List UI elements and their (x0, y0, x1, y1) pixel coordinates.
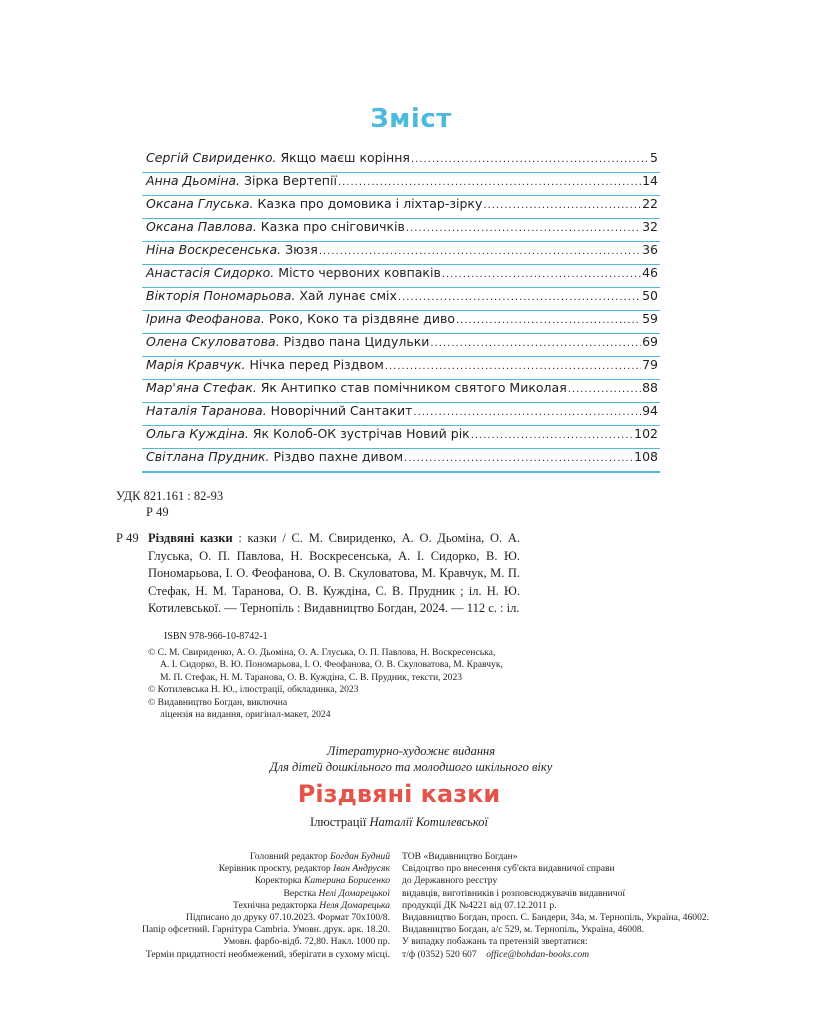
publisher-line: видавців, виготівників і розповсюджувачів видавничої (402, 887, 626, 899)
email-link[interactable]: office@bohdan-books.com (486, 948, 590, 960)
imprint-spec: Папір офсетний. Гарнітура Cambria. Умовн. друк. арк. 18.20. (142, 924, 390, 936)
credit-label: Верстка (283, 887, 317, 899)
credit-label: Коректорка (254, 875, 302, 887)
edition-info (0, 743, 822, 775)
credit-name: Неля Домарецька (319, 899, 390, 911)
toc-page-number: 79 (642, 357, 658, 372)
toc-entry (142, 196, 660, 219)
toc-leader-dots (413, 407, 641, 418)
copyright-line: © С. М. Свириденко, А. О. Дьоміна, О. А. Глуська, О. П. Павлова, Н. Воскресенська, (148, 647, 496, 658)
toc-leader-dots (430, 338, 641, 349)
toc-title: Зміст (370, 104, 452, 134)
toc-leader-dots (406, 223, 641, 234)
udk-line: УДК 821.161 : 82-93 (116, 489, 224, 503)
imprint-right (402, 851, 709, 961)
toc-story-title: Різдво пана Цидульки (283, 334, 430, 349)
toc-story-title: Різдво пахне дивом (273, 449, 404, 464)
toc-story-title: Зюзя (285, 242, 318, 257)
credit-name: Нелі Домарецької (318, 887, 390, 899)
toc-author: Анастасія Сидорко. (146, 265, 275, 280)
copyright-line: М. П. Стефак, Н. М. Таранова, О. В. Куждіна, С. В. Прудник, тексти, 2023 (160, 671, 463, 683)
toc-page-number: 50 (642, 288, 658, 303)
toc-page-number: 5 (650, 150, 658, 165)
toc-entry (142, 288, 660, 311)
toc-story-title: Роко, Коко та різдвяне диво (268, 311, 455, 326)
publisher-line: У випадку побажань та претензій звертатися: (402, 936, 588, 948)
credit-name: Катерина Борисенко (303, 875, 390, 887)
book-title: Різдвяні казки (297, 780, 501, 808)
toc-story-title: Якщо маєш коріння (280, 150, 410, 165)
publisher-line: Видавництво Богдан, а/с 529, м. Тернопіль, Україна, 46008. (402, 924, 645, 936)
toc-author: Світлана Прудник. (146, 449, 270, 464)
toc-page-number: 36 (642, 242, 658, 257)
toc-page-number: 14 (642, 173, 658, 188)
copyright-line: © Видавництво Богдан, виключна (148, 696, 288, 708)
toc-leader-dots (471, 430, 633, 441)
imprint-left (142, 851, 390, 961)
credit-label: Керівник проєкту, редактор (218, 863, 331, 875)
imprint-spec: Умовн. фарбо-відб. 72,80. Накл. 1000 пр. (223, 936, 390, 948)
toc-author: Вікторія Пономарьова. (146, 288, 296, 303)
copyright-line: ліцензія на видання, оригінал-макет, 2024 (160, 709, 331, 721)
toc-story-title: Новорічний Сантакит (270, 403, 413, 418)
toc-entry (142, 219, 660, 242)
copyright-line: © Котилевська Н. Ю., ілюстрації, обкладинка, 2023 (148, 684, 359, 696)
publisher-line: ТОВ «Видавництво Богдан» (402, 851, 518, 862)
credit-name: Іван Андрусяк (333, 863, 390, 875)
toc-leader-dots (411, 154, 649, 165)
imprint-spec: Термін придатності необмежений, зберігати в сухому місці. (145, 948, 390, 960)
credit-label: Головний редактор (250, 851, 328, 862)
imprint-credit (142, 900, 390, 912)
toc-page-number: 46 (642, 265, 658, 280)
toc-entry (142, 311, 660, 334)
isbn: ISBN 978-966-10-8742-1 (164, 631, 268, 642)
toc-page-number: 88 (642, 380, 658, 395)
edition-audience: Для дітей дошкільного та молодшого шкільного віку (269, 760, 553, 774)
publisher-line: до Державного реєстру (402, 875, 498, 887)
copyright-block (148, 647, 503, 721)
bib-text: : казки / С. М. Свириденко, А. О. Дьоміна, О. А. Глуська, О. П. Павлова, Н. Воскресенська, А. І. Сидорко, В. Ю. Пономарьова, І. О. Феофанова, О. В. Скуловатова, М. Кравчук, М. П. Стефак, Н. М. Таранова, О. В. Куждіна, С. В. Прудник ; іл. Н. Ю. Котилевської. — Тернопіль : Видавництво Богдан, 2024. — 112 с. : іл. (148, 531, 520, 616)
toc-story-title: Казка про домовика і ліхтар-зірку (257, 196, 483, 211)
publisher-line: продукції ДК №4221 від 07.12.2011 р. (402, 899, 557, 911)
toc-page-number: 108 (634, 449, 658, 464)
credit-name: Богдан Будний (330, 851, 390, 862)
toc-story-title: Зірка Вертепії (244, 173, 337, 188)
toc-author: Оксана Глуська. (146, 196, 254, 211)
toc-page-number: 69 (642, 334, 658, 349)
udk-code: Р 49 (146, 505, 169, 519)
toc-leader-dots (442, 269, 641, 280)
toc-entry (142, 265, 660, 288)
toc-page-number: 22 (642, 196, 658, 211)
toc-author: Олена Скуловатова. (146, 334, 280, 349)
toc-leader-dots (568, 384, 641, 395)
illustrator-name: Наталії Котилевської (369, 815, 488, 829)
toc-entry (142, 357, 660, 380)
toc-story-title: Як Колоб-ОК зустрічав Новий рік (252, 426, 470, 441)
toc-story-title: Як Антипко став помічником святого Миколая (260, 380, 567, 395)
toc-story-title: Місто червоних ковпаків (278, 265, 441, 280)
toc-story-title: Нічка перед Різдвом (249, 357, 384, 372)
bib-title: Різдвяні казки (148, 531, 233, 545)
bib-code: Р 49 (116, 531, 139, 545)
edition-type: Літературно-художнє видання (326, 744, 496, 758)
toc-story-title: Казка про сніговичків (260, 219, 405, 234)
toc-entry (142, 449, 660, 473)
toc-author: Наталія Таранова. (146, 403, 267, 418)
toc-author: Оксана Павлова. (146, 219, 257, 234)
toc-entry (142, 403, 660, 426)
table-of-contents (142, 150, 660, 473)
imprint-credit (142, 888, 390, 900)
illustrations-credit (0, 815, 798, 830)
toc-author: Сергій Свириденко. (146, 150, 277, 165)
toc-leader-dots (456, 315, 641, 326)
toc-page-number: 59 (642, 311, 658, 326)
publisher-line: Видавництво Богдан, просп. С. Бандери, 34а, м. Тернопіль, Україна, 46002. (402, 912, 710, 924)
imprint-credit (142, 863, 390, 875)
toc-author: Ірина Феофанова. (146, 311, 265, 326)
toc-author: Ніна Воскресенська. (146, 242, 282, 257)
toc-leader-dots (338, 177, 641, 188)
illustrations-label: Ілюстрації (310, 815, 367, 829)
toc-entry (142, 150, 660, 173)
toc-author: Мар'яна Стефак. (146, 380, 257, 395)
toc-entry (142, 173, 660, 196)
imprint-credit (142, 851, 390, 863)
publisher-contact (402, 949, 709, 961)
toc-leader-dots (319, 246, 641, 257)
toc-page-number: 32 (642, 219, 658, 234)
toc-story-title: Хай лунає сміх (299, 288, 397, 303)
toc-author: Анна Дьоміна. (146, 173, 241, 188)
toc-entry (142, 242, 660, 265)
toc-entry (142, 426, 660, 449)
toc-leader-dots (483, 200, 641, 211)
bibliographic-description (148, 530, 520, 618)
toc-page-number: 94 (642, 403, 658, 418)
phone: т/ф (0352) 520 607 (402, 948, 477, 960)
toc-entry (142, 334, 660, 357)
imprint-credit (142, 875, 390, 887)
toc-author: Ольга Куждіна. (146, 426, 249, 441)
imprint-spec: Підписано до друку 07.10.2023. Формат 70х100/8. (185, 912, 390, 924)
toc-leader-dots (398, 292, 641, 303)
toc-page-number: 102 (634, 426, 658, 441)
toc-entry (142, 380, 660, 403)
toc-leader-dots (385, 361, 641, 372)
publisher-line: Свідоцтво про внесення суб'єкта видавничої справи (402, 863, 615, 875)
toc-author: Марія Кравчук. (146, 357, 246, 372)
credit-label: Технічна редакторка (233, 899, 317, 911)
toc-leader-dots (404, 453, 633, 464)
copyright-line: А. І. Сидорко, В. Ю. Пономарьова, І. О. Феофанова, О. В. Скуловатова, М. Кравчук, (160, 659, 503, 671)
